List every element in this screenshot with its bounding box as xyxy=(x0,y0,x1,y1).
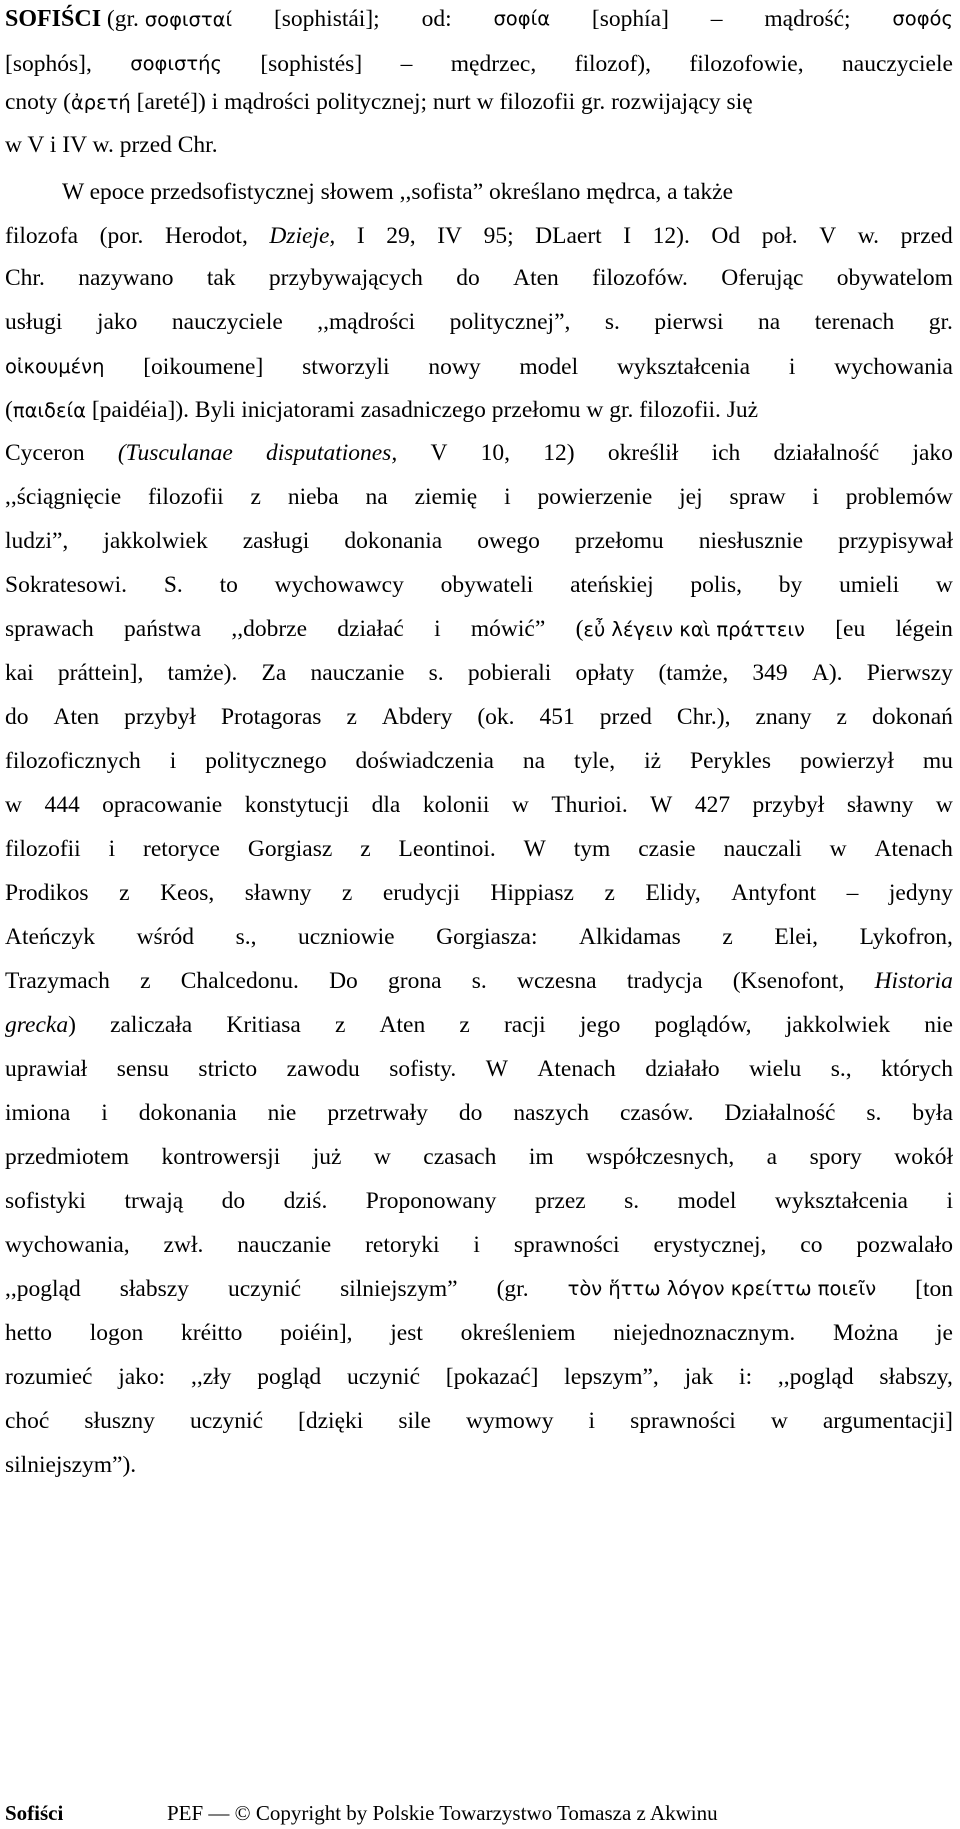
text-line: filozofii i retoryce Gorgiasz z Leontinoi. W tym czasie nauczali w Atenach xyxy=(5,836,953,862)
text-line: w V i IV w. przed Chr. xyxy=(5,132,218,158)
text-line: wychowania, zwł. nauczanie retoryki i sprawności erystycznej, co pozwalało xyxy=(5,1232,953,1258)
text-line: οἰκουμένη [oikoumene] stworzyli nowy model wykształcenia i wychowania xyxy=(5,354,953,380)
text-line: usługi jako nauczyciele ,,mądrości politycznej”, s. pierwsi na terenach gr. xyxy=(5,309,953,335)
text-line: ludzi”, jakkolwiek zasługi dokonania owego przełomu niesłusznie przypisywał xyxy=(5,528,953,554)
text-line: do Aten przybył Protagoras z Abdery (ok. 451 przed Chr.), znany z dokonań xyxy=(5,704,953,730)
text-line: [sophós], σοφιστής [sophistés] – mędrzec, filozof), filozofowie, nauczyciele xyxy=(5,51,953,77)
text-line: filozofa (por. Herodot, Dzieje, I 29, IV 95; DLaert I 12). Od poł. V w. przed xyxy=(5,223,953,249)
text-line: hetto logon kréitto poiéin], jest określeniem niejednoznacznym. Można je xyxy=(5,1320,953,1346)
text-line: cnoty (ἀρετή [areté]) i mądrości politycznej; nurt w filozofii gr. rozwijający się xyxy=(5,89,753,115)
text-line: ,,pogląd słabszy uczynić silniejszym” (gr. τὸν ἥττω λόγον κρείττω ποιεῖν [ton xyxy=(5,1276,953,1302)
text-line: sofistyki trwają do dziś. Proponowany przez s. model wykształcenia i xyxy=(5,1188,953,1214)
text-line: w 444 opracowanie konstytucji dla kolonii w Thurioi. W 427 przybył sławny w xyxy=(5,792,953,818)
page-footer xyxy=(5,1800,953,1826)
text-line: Chr. nazywano tak przybywających do Aten filozofów. Oferując obywatelom xyxy=(5,265,953,291)
text-line: SOFIŚCI (gr. σοφισταί [sophistái]; od: σοφία [sophía] – mądrość; σοφός xyxy=(5,6,953,32)
text-line: filozoficznych i politycznego doświadczenia na tyle, iż Perykles powierzył mu xyxy=(5,748,953,774)
text-line: grecka) zaliczała Kritiasa z Aten z racji jego poglądów, jakkolwiek nie xyxy=(5,1012,953,1038)
text-line: Sokratesowi. S. to wychowawcy obywateli ateńskiej polis, by umieli w xyxy=(5,572,953,598)
text-line: Cyceron (Tusculanae disputationes, V 10, 12) określił ich działalność jako xyxy=(5,440,953,466)
text-line: Ateńczyk wśród s., uczniowie Gorgiasza: Alkidamas z Elei, Lykofron, xyxy=(5,924,953,950)
text-line: kai práttein], tamże). Za nauczanie s. pobierali opłaty (tamże, 349 A). Pierwszy xyxy=(5,660,953,686)
text-line: W epoce przedsofistycznej słowem ,,sofista” określano mędrca, a także xyxy=(62,179,734,205)
text-line: rozumieć jako: ,,zły pogląd uczynić [pokazać] lepszym”, jak i: ,,pogląd słabszy, xyxy=(5,1364,953,1390)
footer-copyright: PEF — © Copyright by Polskie Towarzystwo Tomasza z Akwinu xyxy=(167,1801,718,1825)
footer-section-title: Sofiści xyxy=(5,1801,64,1825)
entry-headword: SOFIŚCI xyxy=(5,6,102,32)
text-line: choć słuszny uczynić [dzięki sile wymowy i sprawności w argumentacji] xyxy=(5,1408,953,1434)
text-line: ,,ściągnięcie filozofii z nieba na ziemię i powierzenie jej spraw i problemów xyxy=(5,484,953,510)
text-line: imiona i dokonania nie przetrwały do naszych czasów. Działalność s. była xyxy=(5,1100,953,1126)
text-line: (παιδεία [paidéia]). Byli inicjatorami zasadniczego przełomu w gr. filozofii. Już xyxy=(5,397,759,423)
text-line: Prodikos z Keos, sławny z erudycji Hippiasz z Elidy, Antyfont – jedyny xyxy=(5,880,953,906)
text-line: przedmiotem kontrowersji już w czasach im współczesnych, a spory wokół xyxy=(5,1144,953,1170)
text-line: silniejszym”). xyxy=(5,1452,137,1478)
text-line: sprawach państwa ,,dobrze działać i mówić” (εὖ λέγειν καὶ πράττειν [eu légein xyxy=(5,616,953,642)
text-line: Trazymach z Chalcedonu. Do grona s. wczesna tradycja (Ksenofont, Historia xyxy=(5,968,953,994)
text-line: uprawiał sensu stricto zawodu sofisty. W Atenach działało wielu s., których xyxy=(5,1056,953,1082)
